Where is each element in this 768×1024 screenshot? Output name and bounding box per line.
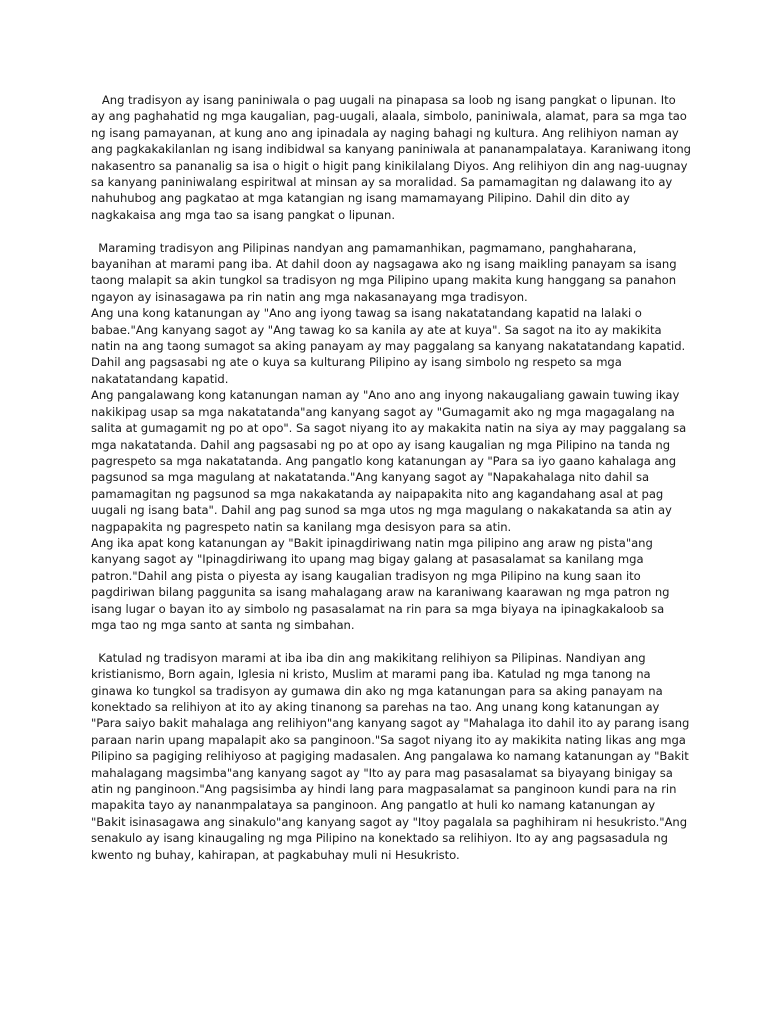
paragraph-question-4: Ang ika apat kong katanungan ay "Bakit ipinagdiriwang natin mga pilipino ang araw ng pista"ang kanyang sagot ay "Ipinagdiriwang ito upang mag bigay galang at pasasalamat sa kanilang mga patron."Dahil ang pista o piyesta ay isang kaugalian tradisyon ng mga Pilipino na kung saan ito pagdiriwan bilang paggunita sa isang mahalagang araw na karaniwang kaarawan ng mga patron ng isang lugar o bayan ito ay simbolo ng pasasalamat na rin para sa mga biyaya na ipinagkakaloob sa mga tao ng mga santo at santa ng simbahan. — [91, 535, 674, 632]
paragraph-gap — [91, 223, 691, 239]
paragraph-traditions: Maraming tradisyon ang Pilipinas nandyan ang pamamanhikan, pagmamano, panghaharana, bayanihan at marami pang iba. At dahil doon ay nagsagawa ako ng isang maikling panayam sa isang taong malapit sa akin tungkol sa tradisyon ng mga Pilipino upang makita kung hanggang sa panahon ngayon ay isinasagawa pa rin natin ang mga nakasanayang mga tradisyon. — [91, 240, 681, 304]
essay-body — [91, 92, 695, 863]
paragraph-question-1: Ang una kong katanungan ay "Ano ang iyong tawag sa isang nakatatandang kapatid na lalaki o babae."Ang kanyang sagot ay "Ang tawag ko sa kanila ay ate at kuya". Sa sagot na ito ay makikita natin na ang taong sumagot sa aking panayam ay may paggalang sa kanyang nakatatandang kapatid. Dahil ang pagsasabi ng ate o kuya sa kulturang Pilipino ay isang simbolo ng respeto sa mga nakatatandang kapatid. — [91, 306, 689, 386]
paragraph-intro: Ang tradisyon ay isang paniniwala o pag uugali na pinapasa sa loob ng isang pangkat o lipunan. Ito ay ang paghahatid ng mga kaugalian, pag-uugali, alaala, simbolo, paniniwala, alamat, para sa mga tao ng isang pamayanan, at kung ano ang ipinadala ay naging bahagi ng kultura. Ang relihiyon naman ay ang pagkakakilanlan ng isang indibidwal sa kanyang paniniwala at pananampalataya. Karaniwang itong nakasentro sa pananalig sa isa o higit o higit pang kinikilalang Diyos. Ang relihiyon din ang nag-uugnay sa kanyang paniniwalang espiritwal at minsan ay sa moralidad. Sa pamamagitan ng dalawang ito ay nahuhubog ang pagkatao at mga katangian ng isang mamamayang Pilipino. Dahil din dito ay nagkakaisa ang mga tao sa isang pangkat o lipunan. — [91, 93, 695, 222]
paragraph-gap — [91, 633, 691, 649]
paragraph-question-2-3: Ang pangalawang kong katanungan naman ay "Ano ano ang inyong nakaugaliang gawain tuwing ikay nakikipag usap sa mga nakatatanda"ang kanyang sagot ay "Gumagamit ako ng mga magagalang na salita at gumagamit ng po at opo". Sa sagot niyang ito ay makakita natin na siya ay may paggalang sa mga nakatatanda. Dahil ang pagsasabi ng po at opo ay isang kaugalian ng mga Pilipino na tanda ng pagrespeto sa mga nakatatanda. Ang pangatlo kong katanungan ay "Para sa iyo gaano kahalaga ang pagsunod sa mga magulang at nakatatanda."Ang kanyang sagot ay "Napakahalaga nito dahil sa pamamagitan ng pagsunod sa mga nakakatanda ay naipapakita nito ang kagandahang asal at pag uugali ng isang bata". Dahil ang pag sunod sa mga utos ng mga magulang o nakakatanda sa atin ay nagpapakita ng pagrespeto natin sa kanilang mga desisyon para sa atin. — [91, 388, 690, 534]
paragraph-religion: Katulad ng tradisyon marami at iba iba din ang makikitang relihiyon sa Pilipinas. Nandiyan ang kristianismo, Born again, Iglesia ni kristo, Muslim at marami pang iba. Katulad ng mga tanong na ginawa ko tungkol sa tradisyon ay gumawa din ako ng mga katanungan para sa aking panayam na konektado sa relihiyon at ito ay aking tinanong sa parehas na tao. Ang unang kong katanungan ay "Para saiyo bakit mahalaga ang relihiyon"ang kanyang sagot ay "Mahalaga ito dahil ito ay parang isang paraan narin upang mapalapit ako sa panginoon."Sa sagot niyang ito ay makikita nating likas ang mga Pilipino sa pagiging relihiyoso at pagiging madasalen. Ang pangalawa ko namang katanungan ay "Bakit mahalagang magsimba"ang kanyang sagot ay "Ito ay para mag pasasalamat sa biyayang binigay sa atin ng panginoon."Ang pagsisimba ay hindi lang para magpasalamat sa panginoon kundi para na rin mapakita tayo ay nananmpalataya sa panginoon. Ang pangatlo at huli ko namang katanungan ay "Bakit isinasagawa ang sinakulo"ang kanyang sagot ay "Itoy pagalala sa paghihiram ni hesukristo."Ang senakulo ay isang kinaugaling ng mga Pilipino na konektado sa relihiyon. Ito ay ang pagsasadula ng kwento ng buhay, kahirapan, at pagkabuhay muli ni Hesukristo. — [91, 650, 693, 862]
